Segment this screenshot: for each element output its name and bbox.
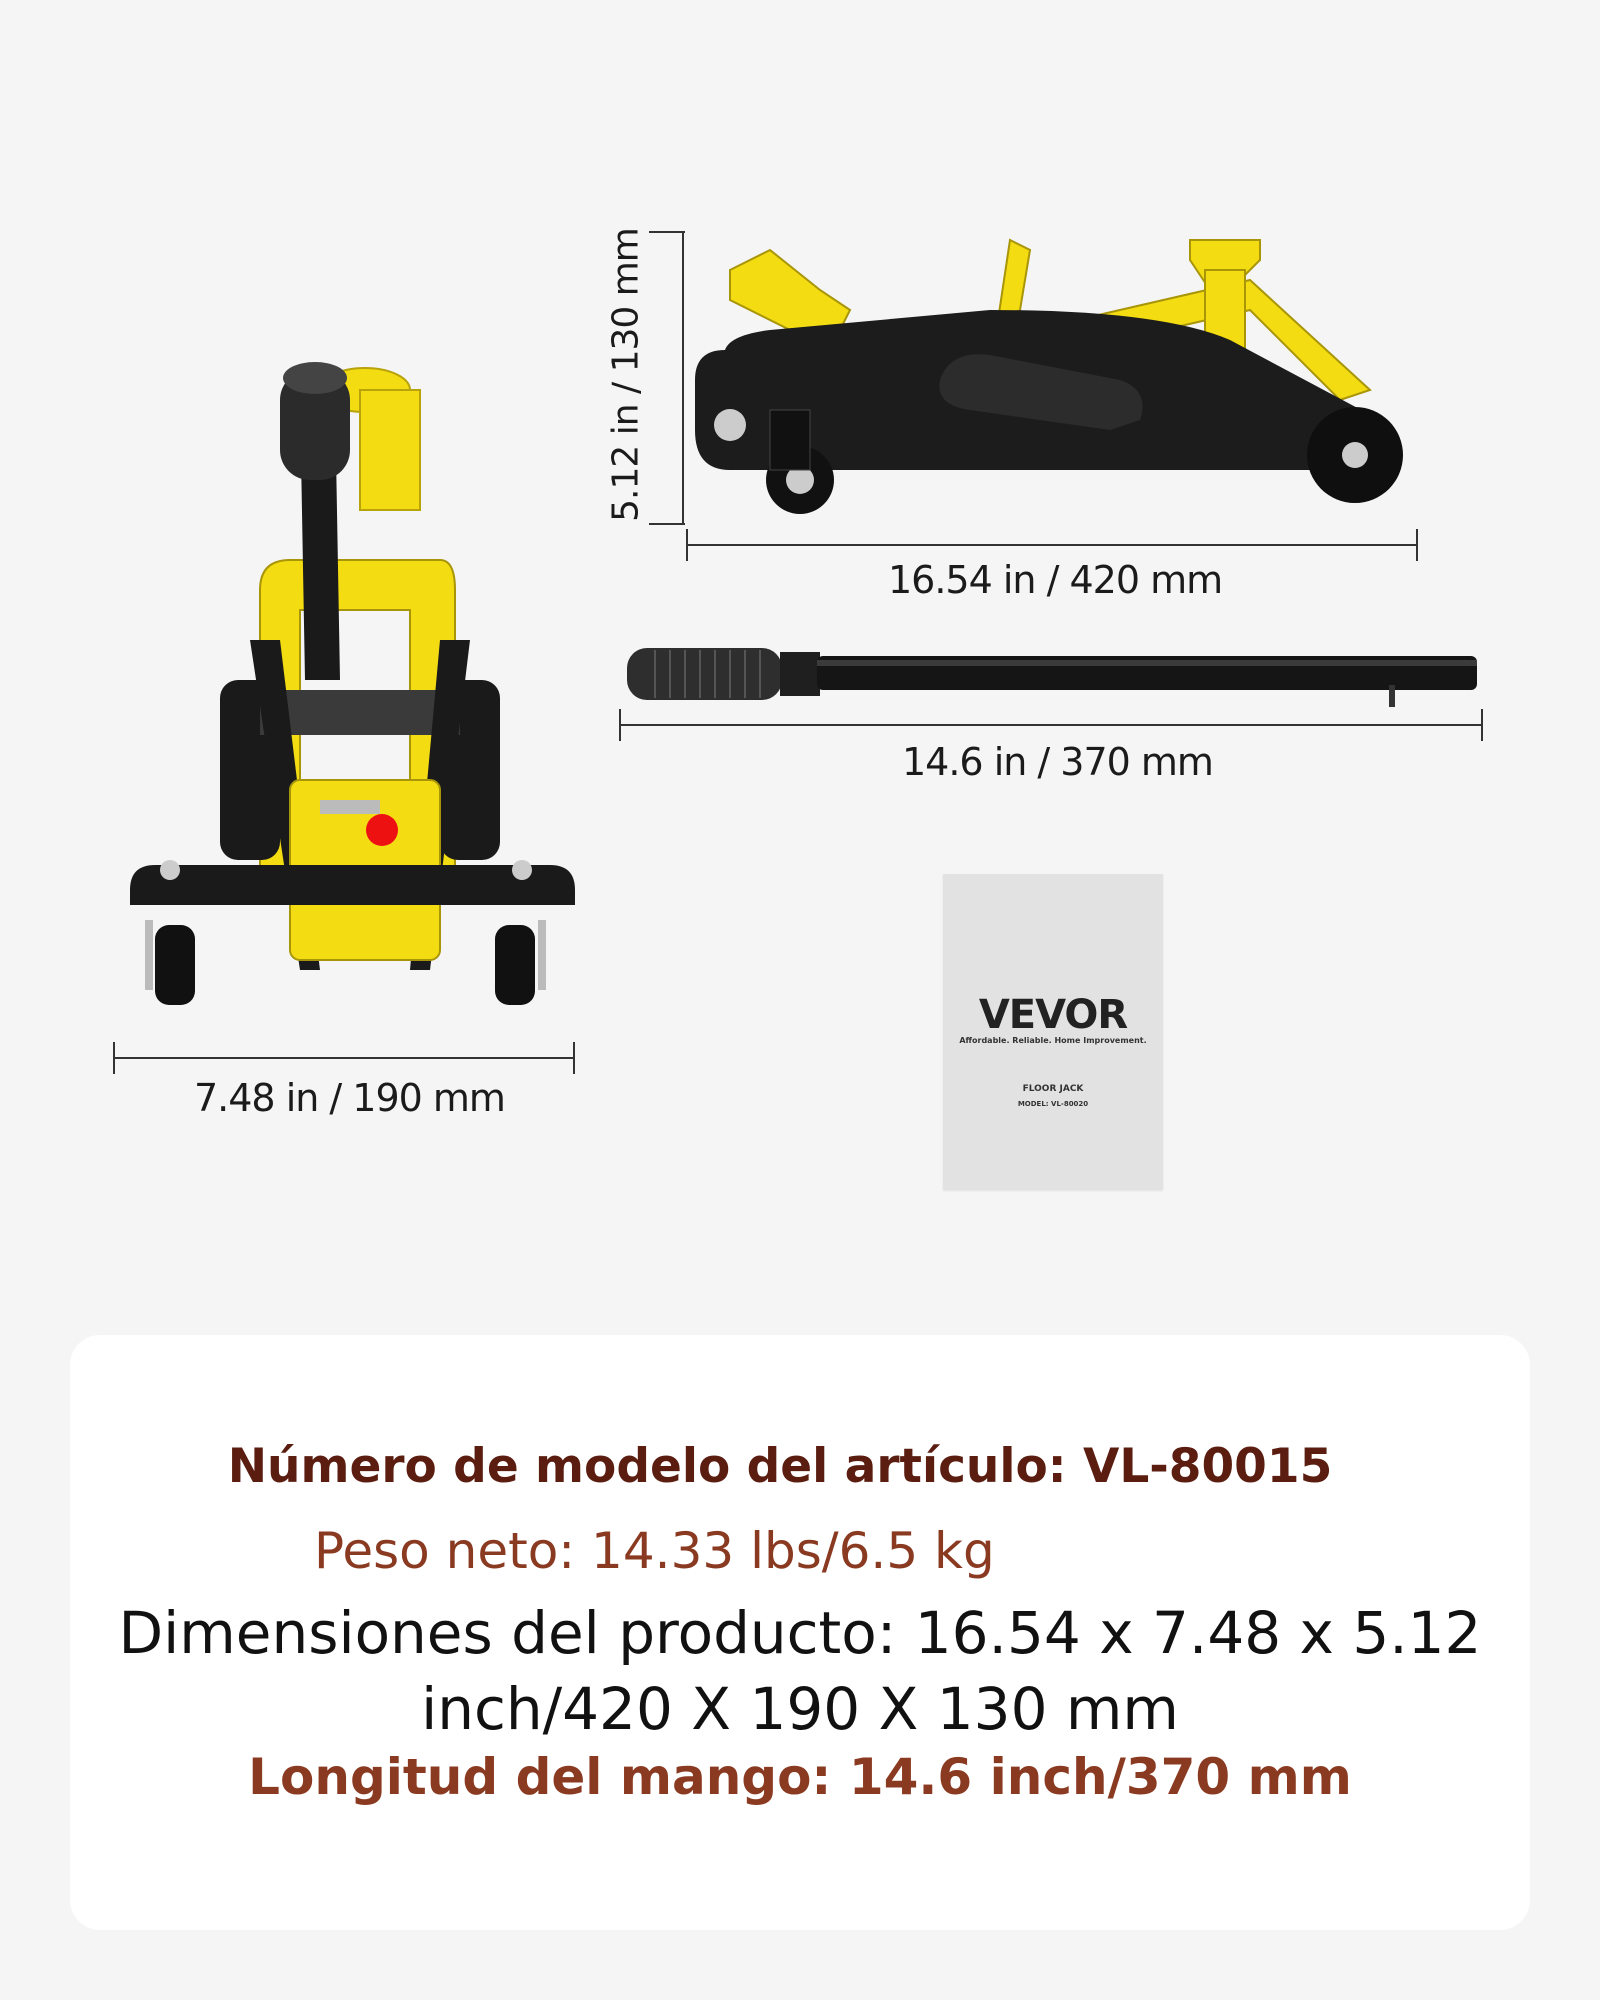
floor-jack-front-view <box>110 360 590 1040</box>
handle-dimension-line <box>616 705 1486 745</box>
width-label: 7.48 in / 190 mm <box>194 1076 505 1120</box>
spec-dimensions: Dimensiones del producto: 16.54 x 7.48 x 5.12 inch/420 X 190 X 130 mm <box>118 1599 1482 1743</box>
manual-title: FLOOR JACK <box>1022 1084 1084 1094</box>
handle-label: 14.6 in / 370 mm <box>902 740 1213 784</box>
floor-jack-side-view <box>690 230 1425 520</box>
spec-model-number: Número de modelo del artículo: VL-80015 <box>227 1439 1333 1494</box>
manual-tagline: Affordable. Reliable. Home Improvement. <box>959 1036 1147 1045</box>
user-manual <box>943 874 1163 1190</box>
height-dimension-line <box>645 230 690 530</box>
width-dimension-line <box>110 1038 580 1078</box>
spec-handle-length: Longitud del mango: 14.6 inch/370 mm <box>248 1748 1352 1806</box>
length-label: 16.54 in / 420 mm <box>888 558 1223 602</box>
specifications-card <box>70 1335 1530 1930</box>
spec-net-weight: Peso neto: 14.33 lbs/6.5 kg <box>314 1522 995 1580</box>
manual-brand-logo: VEVOR <box>978 992 1128 1038</box>
manual-model: MODEL: VL-80020 <box>1017 1100 1089 1108</box>
height-label: 5.12 in / 130 mm <box>605 228 647 522</box>
